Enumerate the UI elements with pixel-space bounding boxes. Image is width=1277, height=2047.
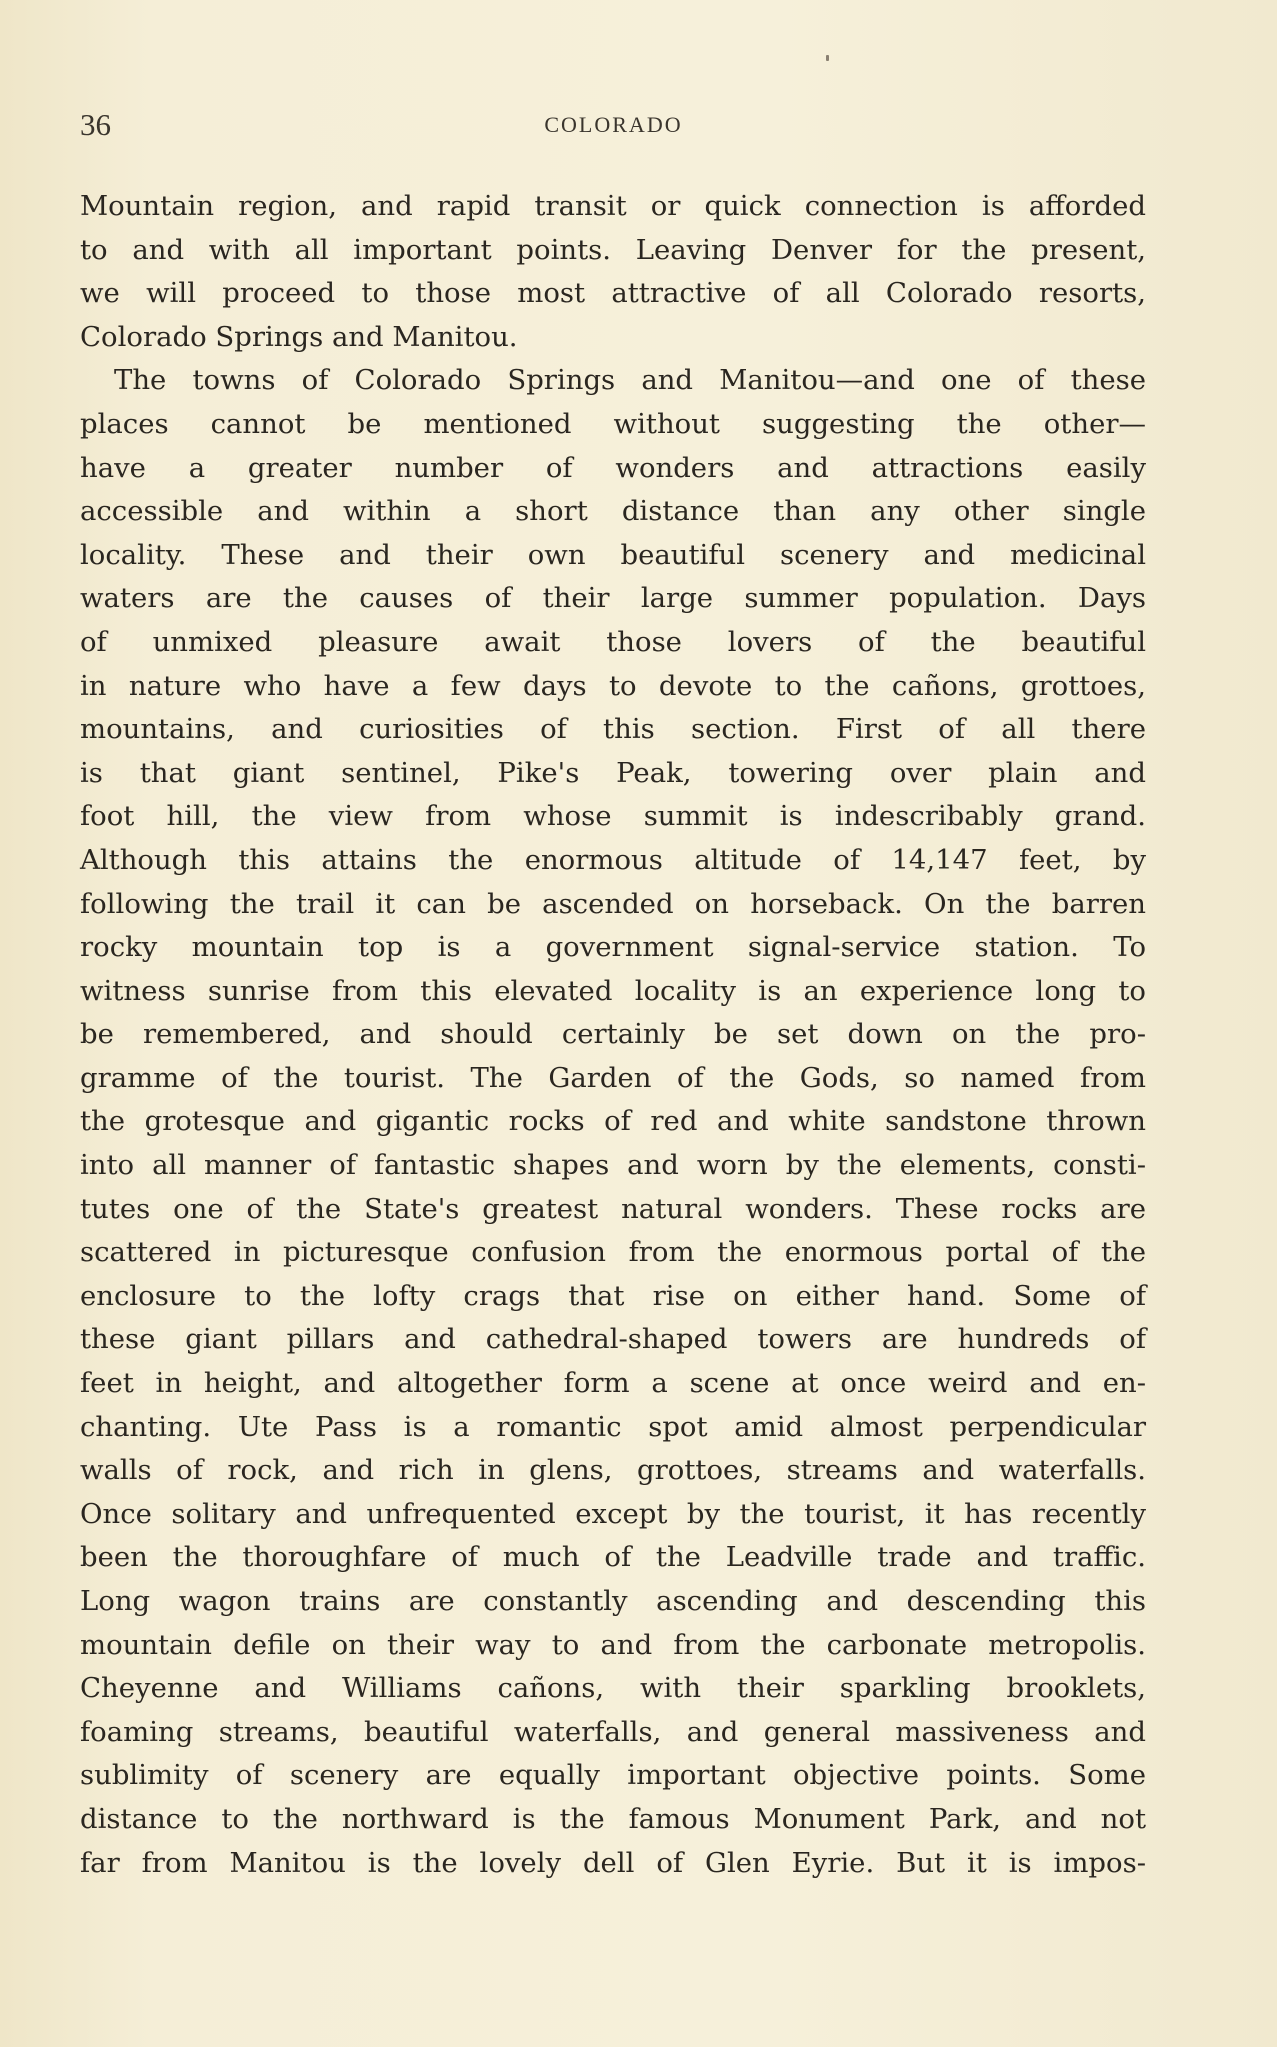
text-line: is that giant sentinel, Pike's Peak, towering over plain and: [80, 756, 1146, 789]
text-line: Long wagon trains are constantly ascending and descending this: [80, 1585, 1146, 1617]
text-line: witness sunrise from this elevated locality is an experience long to: [80, 974, 1146, 1007]
text-line: Colorado Springs and Manitou.: [80, 320, 518, 353]
text-line: sublimity of scenery are equally important objective points. Some: [80, 1759, 1146, 1792]
text-line: Once solitary and unfrequented except by the tourist, it has recently: [80, 1497, 1146, 1530]
text-line: Although this attains the enormous altitude of 14,147 feet, by: [80, 843, 1146, 876]
text-line: to and with all important points. Leaving Denver for the present,: [80, 233, 1146, 266]
page-number: 36: [80, 107, 111, 142]
text-line: The towns of Colorado Springs and Manitou—and one of these: [114, 364, 1146, 397]
text-line: foot hill, the view from whose summit is indescribably grand.: [80, 800, 1146, 833]
text-line: Mountain region, and rapid transit or quick connection is afforded: [80, 190, 1146, 222]
text-line: be remembered, and should certainly be set down on the pro-: [80, 1018, 1146, 1051]
text-line: following the trail it can be ascended on horseback. On the barren: [80, 887, 1146, 920]
text-line: accessible and within a short distance than any other single: [80, 495, 1146, 528]
text-line: been the thoroughfare of much of the Leadville trade and traffic.: [80, 1541, 1146, 1574]
text-line: tutes one of the State's greatest natural wonders. These rocks are: [80, 1192, 1146, 1225]
text-line: rocky mountain top is a government signal-service station. To: [80, 931, 1146, 964]
text-line: chanting. Ute Pass is a romantic spot amid almost perpendicular: [80, 1410, 1146, 1443]
text-line: scattered in picturesque confusion from the enormous portal of the: [80, 1236, 1146, 1269]
text-line: Cheyenne and Williams cañons, with their sparkling brooklets,: [80, 1672, 1146, 1705]
running-title: COLORADO: [544, 112, 683, 137]
text-line: we will proceed to those most attractive of all Colorado resorts,: [80, 277, 1146, 310]
text-line: mountain defile on their way to and from the carbonate metropolis.: [80, 1628, 1146, 1661]
page-header: [80, 107, 1147, 147]
text-line: in nature who have a few days to devote to the cañons, grottoes,: [80, 669, 1146, 702]
text-line: foaming streams, beautiful waterfalls, and general massiveness and: [80, 1715, 1146, 1748]
ink-speck: [826, 55, 829, 61]
text-line: of unmixed pleasure await those lovers of the beautiful: [80, 625, 1146, 658]
text-line: feet in height, and altogether form a scene at once weird and en-: [80, 1367, 1146, 1400]
text-line: into all manner of fantastic shapes and worn by the elements, consti-: [80, 1149, 1146, 1182]
text-line: waters are the causes of their large summer population. Days: [80, 582, 1146, 615]
text-line: far from Manitou is the lovely dell of Glen Eyrie. But it is impos-: [80, 1846, 1146, 1879]
text-line: places cannot be mentioned without suggesting the other—: [80, 407, 1146, 440]
text-line: gramme of the tourist. The Garden of the Gods, so named from: [80, 1061, 1146, 1094]
text-line: mountains, and curiosities of this section. First of all there: [80, 713, 1146, 746]
text-line: locality. These and their own beautiful scenery and medicinal: [80, 538, 1146, 571]
text-line: have a greater number of wonders and attractions easily: [80, 451, 1146, 484]
body-text: [80, 185, 1146, 1885]
text-line: these giant pillars and cathedral-shaped towers are hundreds of: [80, 1323, 1146, 1356]
text-line: the grotesque and gigantic rocks of red and white sandstone thrown: [80, 1105, 1146, 1138]
text-line: walls of rock, and rich in glens, grottoes, streams and waterfalls.: [80, 1454, 1146, 1487]
text-line: enclosure to the lofty crags that rise on either hand. Some of: [80, 1279, 1146, 1312]
text-line: distance to the northward is the famous Monument Park, and not: [80, 1802, 1146, 1835]
